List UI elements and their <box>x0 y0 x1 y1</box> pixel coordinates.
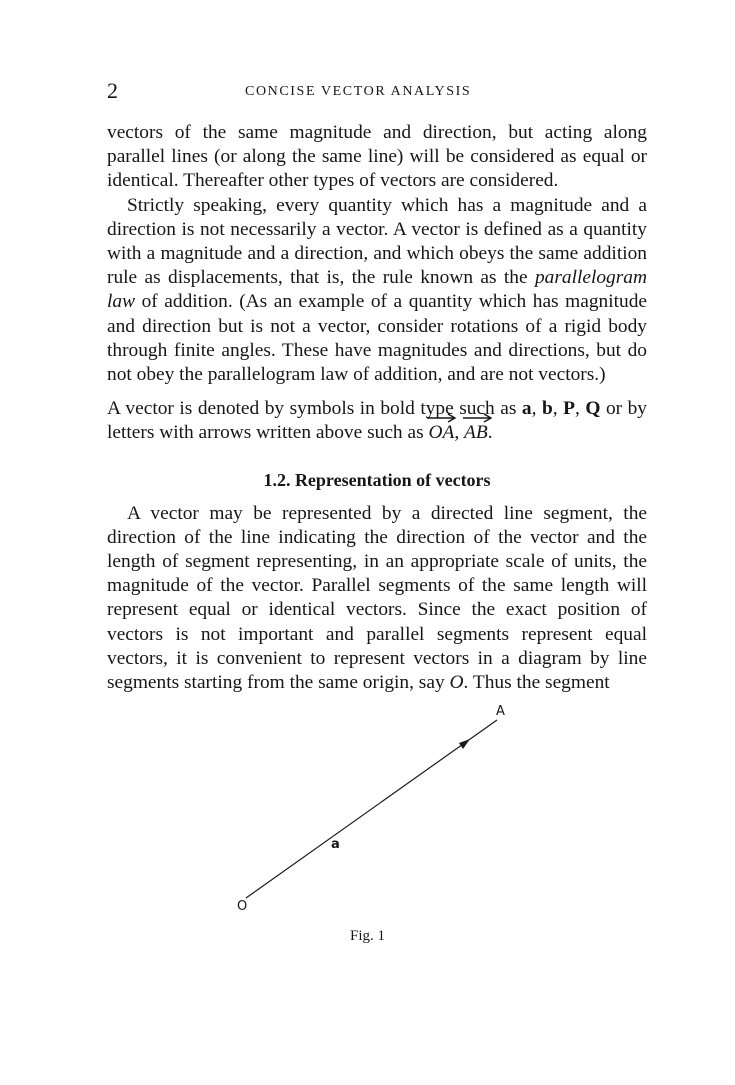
paragraph-4-part-b: . Thus the segment <box>463 672 610 694</box>
figure-caption: Fig. 1 <box>349 928 385 944</box>
point-o-label: O <box>237 899 248 914</box>
separator: , <box>552 398 564 420</box>
paragraph-3-part-b: or by letters with arrows written above such as <box>107 398 647 444</box>
separator: , <box>454 422 465 444</box>
paragraph-4-part-a: A vector may be represented by a directed line segment, the direction of the line indicating the direction of the vector and the length of segment representing, in an appropriate scale of units, the magnitude of the vector. Parallel segments of the same length will represent equal or identical vectors. Since the exact position of vectors is not important and parallel segments represent equal vectors, it is convenient to represent vectors in a diagram by line segments starting from the same origin, say <box>107 502 647 694</box>
separator: , <box>531 398 542 420</box>
separator: , <box>574 398 586 420</box>
section-heading: 1.2. Representation of vectors <box>263 469 491 490</box>
page-number: 2 <box>107 78 118 103</box>
paragraph-2-part-b: of addition. (As an example of a quantity which has magnitude and direction but is not a vector, consider rotations of a rigid body through finite angles. These have magnitudes and directions, but do not obey the parallelogram law of addition, and are not vectors.) <box>107 291 647 386</box>
origin-symbol: O <box>449 672 464 694</box>
point-a-label: A <box>496 704 505 719</box>
symbol-p: P <box>563 398 575 420</box>
arrowhead-icon <box>459 739 470 749</box>
symbol-a: a <box>521 398 532 420</box>
running-title: CONCISE VECTOR ANALYSIS <box>245 84 472 99</box>
vector-ab-label: AB <box>464 422 488 444</box>
vector-line <box>246 720 497 898</box>
paragraph-1: vectors of the same magnitude and direction, but acting along parallel lines (or along the same line) will be considered as equal or identical. Thereafter other types of vectors are considered. <box>107 122 647 192</box>
paragraph-2-part-a: Strictly speaking, every quantity which has a magnitude and a direction is not necessarily a vector. A vector is defined as a quantity with a magnitude and a direction, and which obeys the same addition rule as displacements, that is, the rule known as the <box>107 194 647 289</box>
paragraph-3-part-a: A vector is denoted by symbols in bold type such as <box>107 398 522 420</box>
symbol-q: Q <box>585 398 601 420</box>
vector-oa-label: OA <box>428 422 455 444</box>
vector-a-label: a <box>331 837 340 852</box>
period: . <box>487 422 493 444</box>
parallelogram-law-term: parallelogram law <box>107 267 647 313</box>
symbol-b: b <box>541 398 553 420</box>
